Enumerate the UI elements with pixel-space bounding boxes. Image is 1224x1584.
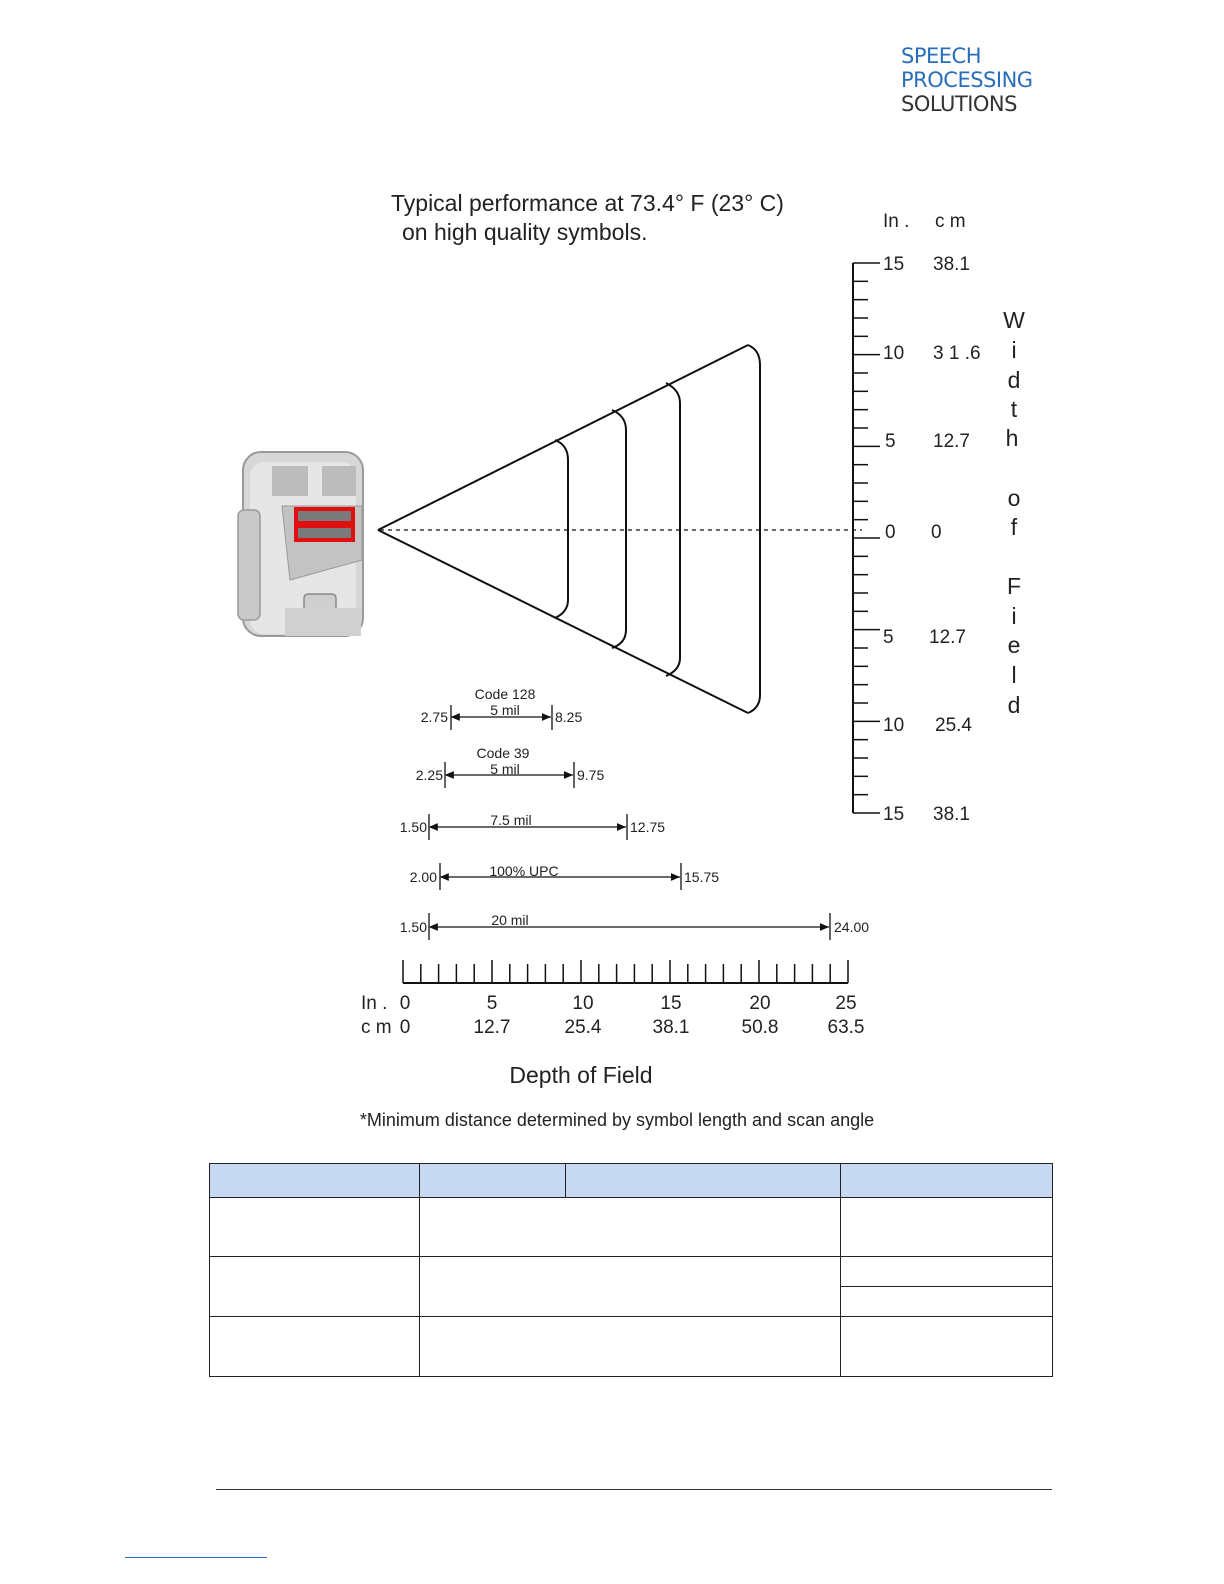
depth-unit-in: In . [361, 993, 388, 1014]
range-label: 20 mil [491, 912, 529, 928]
width-tick-cm: 25.4 [935, 715, 972, 736]
width-scale [853, 211, 1025, 825]
width-tick-cm: 12.7 [933, 431, 970, 452]
svg-text:F: F [1006, 573, 1022, 599]
width-tick-cm: 12.7 [929, 627, 966, 648]
svg-text:o: o [1007, 485, 1021, 511]
depth-scale [361, 960, 864, 1088]
svg-text:l: l [1011, 662, 1017, 688]
width-tick-in: 5 [883, 627, 894, 648]
width-tick-cm: 3 1 .6 [933, 343, 981, 364]
table-header-row [210, 1164, 1053, 1198]
width-tick-in: 10 [883, 343, 905, 364]
range-max: 12.75 [630, 819, 666, 835]
table-cell [841, 1198, 1053, 1257]
depth-tick-cm: 0 [399, 1017, 411, 1038]
width-tick-cm: 0 [931, 522, 942, 543]
width-tick-in: 15 [883, 804, 905, 825]
width-tick-in: 10 [883, 715, 905, 736]
table-cell [419, 1257, 840, 1317]
footer-rule [216, 1489, 1052, 1490]
width-tick-cm: 38.1 [933, 804, 970, 825]
range-max: 15.75 [684, 869, 720, 885]
range-max: 8.25 [555, 709, 583, 725]
depth-tick-cm: 50.8 [741, 1017, 779, 1038]
svg-text:d: d [1007, 367, 1021, 393]
depth-tick-cm: 12.7 [473, 1017, 511, 1038]
svg-text:i: i [1011, 603, 1017, 629]
range-title: Code 128 [474, 686, 536, 702]
spec-table [209, 1163, 1053, 1377]
scan-cone [378, 345, 862, 713]
table-cell [210, 1198, 420, 1257]
range-upc [410, 863, 719, 890]
table-header-cell [841, 1164, 1053, 1198]
table-row [210, 1198, 1053, 1257]
range-max: 9.75 [577, 767, 605, 783]
range-min: 1.50 [399, 819, 427, 835]
depth-unit-cm: c m [361, 1017, 392, 1038]
range-min: 1.50 [399, 919, 427, 935]
range-max: 24.00 [834, 919, 870, 935]
depth-tick-in: 25 [835, 993, 857, 1014]
logo-line-processing: PROCESSING [901, 68, 1033, 92]
table-row [210, 1257, 1053, 1287]
diagram-title-line1: Typical performance at 73.4° F (23° C) [391, 190, 784, 216]
diagram-title-line2: on high quality symbols. [402, 219, 648, 245]
width-tick-in: 5 [885, 431, 896, 452]
table-cell [419, 1198, 840, 1257]
width-of-field-label [1003, 307, 1025, 718]
range-min: 2.75 [420, 709, 448, 725]
table-cell [419, 1317, 840, 1377]
range-20-mil [400, 912, 869, 940]
scanner-device-image [238, 452, 363, 636]
range-code39 [416, 745, 605, 788]
table-cell [210, 1257, 420, 1317]
range-title: Code 39 [476, 745, 530, 761]
depth-tick-in: 0 [399, 993, 411, 1014]
depth-tick-in: 20 [749, 993, 771, 1014]
depth-tick-cm: 38.1 [652, 1017, 690, 1038]
depth-tick-in: 15 [660, 993, 682, 1014]
width-unit-cm: c m [935, 211, 966, 232]
range-code128 [421, 686, 583, 730]
range-min: 2.25 [415, 767, 443, 783]
svg-text:h: h [1005, 425, 1019, 451]
table-header-cell [210, 1164, 420, 1198]
depth-of-field-label: Depth of Field [509, 1062, 653, 1088]
table-header-cell [419, 1164, 565, 1198]
width-tick-cm: 38.1 [933, 254, 970, 275]
scan-window-top [296, 509, 353, 523]
table-header-cell [565, 1164, 841, 1198]
svg-text:W: W [1003, 307, 1025, 333]
logo-line-speech: SPEECH [901, 44, 981, 68]
range-label: 100% UPC [489, 863, 559, 879]
scan-window-bottom [296, 526, 353, 540]
depth-tick-cm: 63.5 [827, 1017, 865, 1038]
footer-link-underline [125, 1557, 267, 1558]
depth-tick-cm: 25.4 [564, 1017, 602, 1038]
diagram-footnote: *Minimum distance determined by symbol length and scan angle [359, 1110, 875, 1130]
range-7-5-mil [400, 812, 665, 840]
table-cell [841, 1257, 1053, 1287]
depth-tick-in: 10 [572, 993, 594, 1014]
width-unit-in: In . [883, 211, 910, 232]
range-label: 5 mil [490, 761, 520, 777]
width-tick-in: 0 [885, 522, 896, 543]
range-label: 5 mil [490, 702, 520, 718]
svg-text:d: d [1007, 692, 1021, 718]
table-row [210, 1317, 1053, 1377]
svg-text:f: f [1010, 514, 1018, 540]
svg-text:t: t [1010, 396, 1018, 422]
depth-tick-in: 5 [486, 993, 498, 1014]
svg-text:e: e [1007, 632, 1021, 658]
range-min: 2.00 [409, 869, 437, 885]
table-cell [841, 1317, 1053, 1377]
table-cell [841, 1287, 1053, 1317]
table-cell [210, 1317, 420, 1377]
range-label: 7.5 mil [490, 812, 532, 828]
logo-line-solutions: SOLUTIONS [901, 92, 1017, 116]
svg-text:i: i [1011, 337, 1017, 363]
width-tick-in: 15 [883, 254, 905, 275]
